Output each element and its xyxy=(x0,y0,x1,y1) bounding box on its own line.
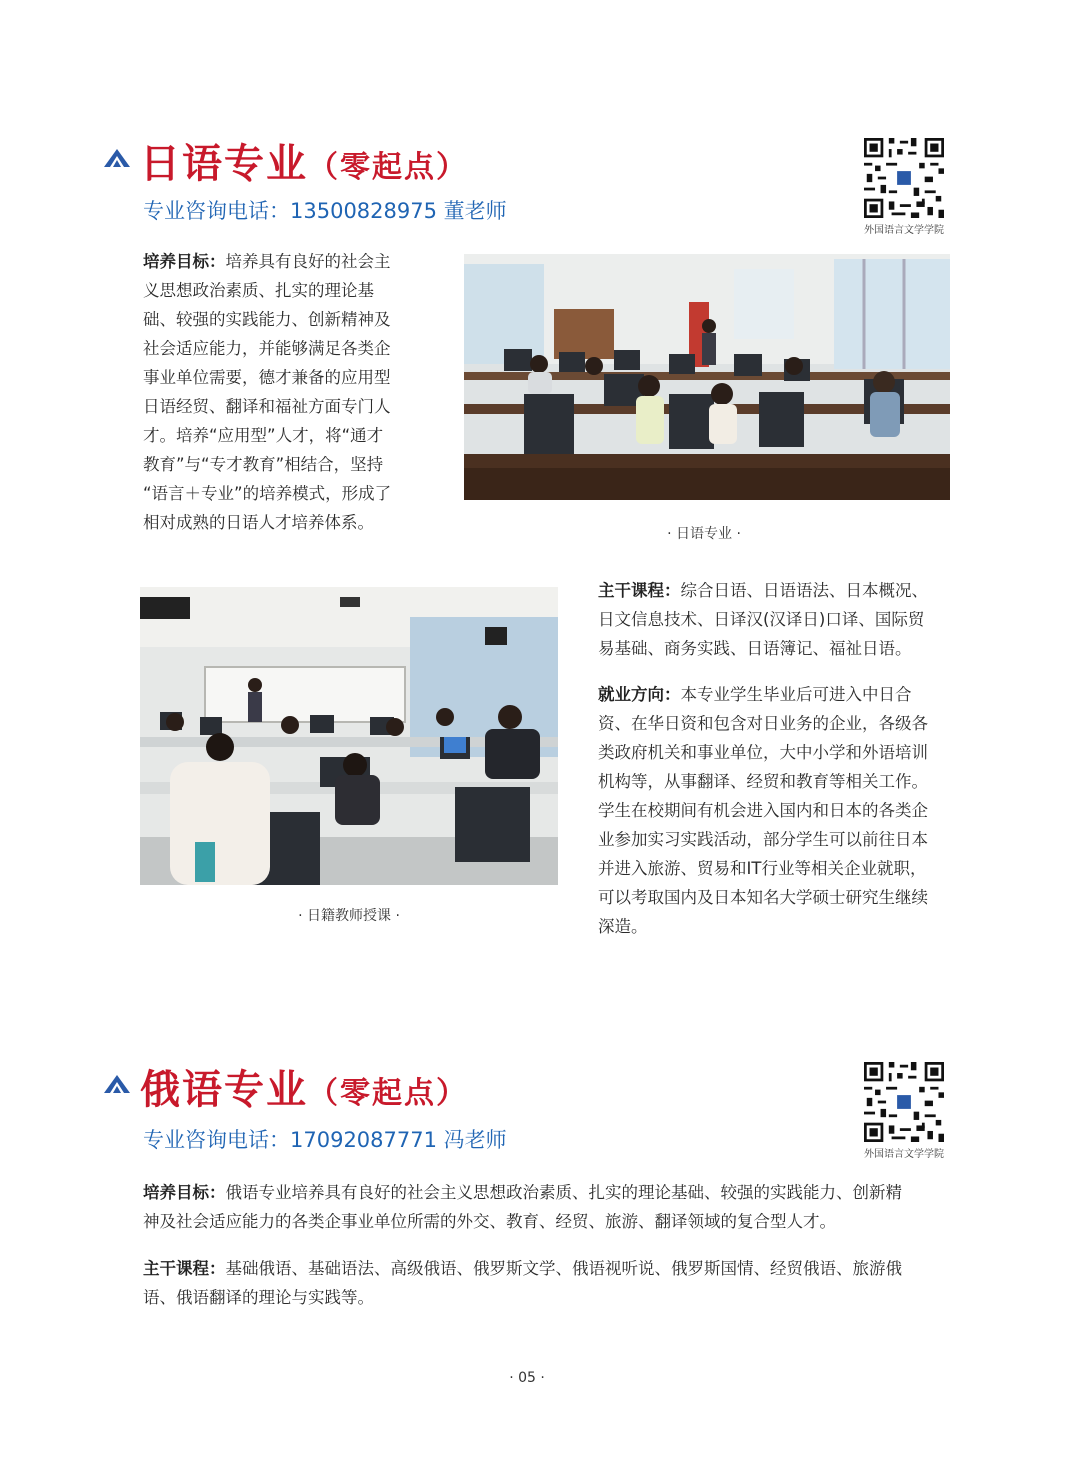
career-line: 类政府机关和事业单位，大中小学和外语培训 xyxy=(598,743,928,762)
qr-code-icon xyxy=(864,1062,944,1142)
goal-label: 培养目标： xyxy=(143,1183,226,1202)
japanese-title-paren: （零起点） xyxy=(308,150,468,185)
career-line: 并进入旅游、贸易和IT行业等相关企业就职， xyxy=(598,859,927,878)
goal-line: 相对成熟的日语人才培养体系。 xyxy=(143,513,374,532)
russian-title-text: 俄语专业 xyxy=(140,1066,308,1113)
courses-line: 基础俄语、基础语法、高级俄语、俄罗斯文学、俄语视听说、俄罗斯国情、经贸俄语、旅游俄 xyxy=(225,1259,902,1278)
career-line: 业参加实习实践活动，部分学生可以前往日本 xyxy=(598,830,928,849)
goal-line: 俄语专业培养具有良好的社会主义思想政治素质、扎实的理论基础、较强的实践能力、创新精 xyxy=(225,1183,902,1202)
goal-line: 础、较强的实践能力、创新精神及 xyxy=(143,310,391,329)
qr-caption: 外国语言文学学院 xyxy=(864,1149,944,1160)
career-line: 可以考取国内及日本知名大学硕士研究生继续 xyxy=(598,888,928,907)
courses-line: 综合日语、日语语法、日本概况、 xyxy=(680,581,928,600)
career-label: 就业方向： xyxy=(598,685,681,704)
japanese-section-title xyxy=(140,132,468,189)
courses-label: 主干课程： xyxy=(598,581,681,600)
section-marker-icon xyxy=(103,147,131,169)
goal-line: 义思想政治素质、扎实的理论基 xyxy=(143,281,374,300)
section-marker-icon xyxy=(103,1073,131,1095)
career-line: 机构等，从事翻译、经贸和教育等相关工作。 xyxy=(598,772,928,791)
russian-section-title xyxy=(140,1058,468,1115)
goal-line: 培养具有良好的社会主 xyxy=(225,252,391,271)
japanese-goal-paragraph xyxy=(143,247,433,537)
career-line: 学生在校期间有机会进入国内和日本的各类企 xyxy=(598,801,928,820)
qr-caption: 外国语言文学学院 xyxy=(864,225,944,236)
career-line: 资、在华日资和包含对日业务的企业，各级各 xyxy=(598,714,928,733)
goal-line: 社会适应能力，并能够满足各类企 xyxy=(143,339,391,358)
russian-consult-phone: 专业咨询电话：17092087771 冯老师 xyxy=(143,1128,507,1152)
goal-line: 教育”与“专才教育”相结合，坚持 xyxy=(143,455,384,474)
russian-goal-paragraph xyxy=(143,1178,958,1236)
russian-title-paren: （零起点） xyxy=(308,1076,468,1111)
goal-line: 事业单位需要，德才兼备的应用型 xyxy=(143,368,391,387)
goal-line: 才。培养“应用型”人才，将“通才 xyxy=(143,426,384,445)
goal-line: 神及社会适应能力的各类企事业单位所需的外交、教育、经贸、旅游、翻译领域的复合型人才。 xyxy=(143,1212,836,1231)
japanese-career-paragraph xyxy=(598,680,958,941)
courses-line: 语、俄语翻译的理论与实践等。 xyxy=(143,1288,374,1307)
photo-caption: · 日籍教师授课 · xyxy=(298,908,400,924)
career-line: 本专业学生毕业后可进入中日合 xyxy=(680,685,912,704)
career-line: 深造。 xyxy=(598,917,648,936)
russian-courses-paragraph xyxy=(143,1254,958,1312)
page-number: · 05 · xyxy=(509,1370,545,1386)
goal-line: 日语经贸、翻译和福祉方面专门人 xyxy=(143,397,391,416)
japanese-title-text: 日语专业 xyxy=(140,140,308,187)
courses-line: 日文信息技术、日译汉(汉译日)口译、国际贸 xyxy=(598,610,925,629)
photo-caption: · 日语专业 · xyxy=(667,526,741,542)
goal-line: “语言＋专业”的培养模式，形成了 xyxy=(143,484,392,503)
japanese-classroom-photo xyxy=(464,254,950,500)
courses-line: 易基础、商务实践、日语簿记、福祉日语。 xyxy=(598,639,912,658)
japanese-courses-paragraph xyxy=(598,576,958,663)
japanese-teacher-photo xyxy=(140,587,558,885)
goal-label: 培养目标： xyxy=(143,252,226,271)
qr-code-icon xyxy=(864,138,944,218)
japanese-consult-phone: 专业咨询电话：13500828975 董老师 xyxy=(143,199,507,223)
courses-label: 主干课程： xyxy=(143,1259,226,1278)
